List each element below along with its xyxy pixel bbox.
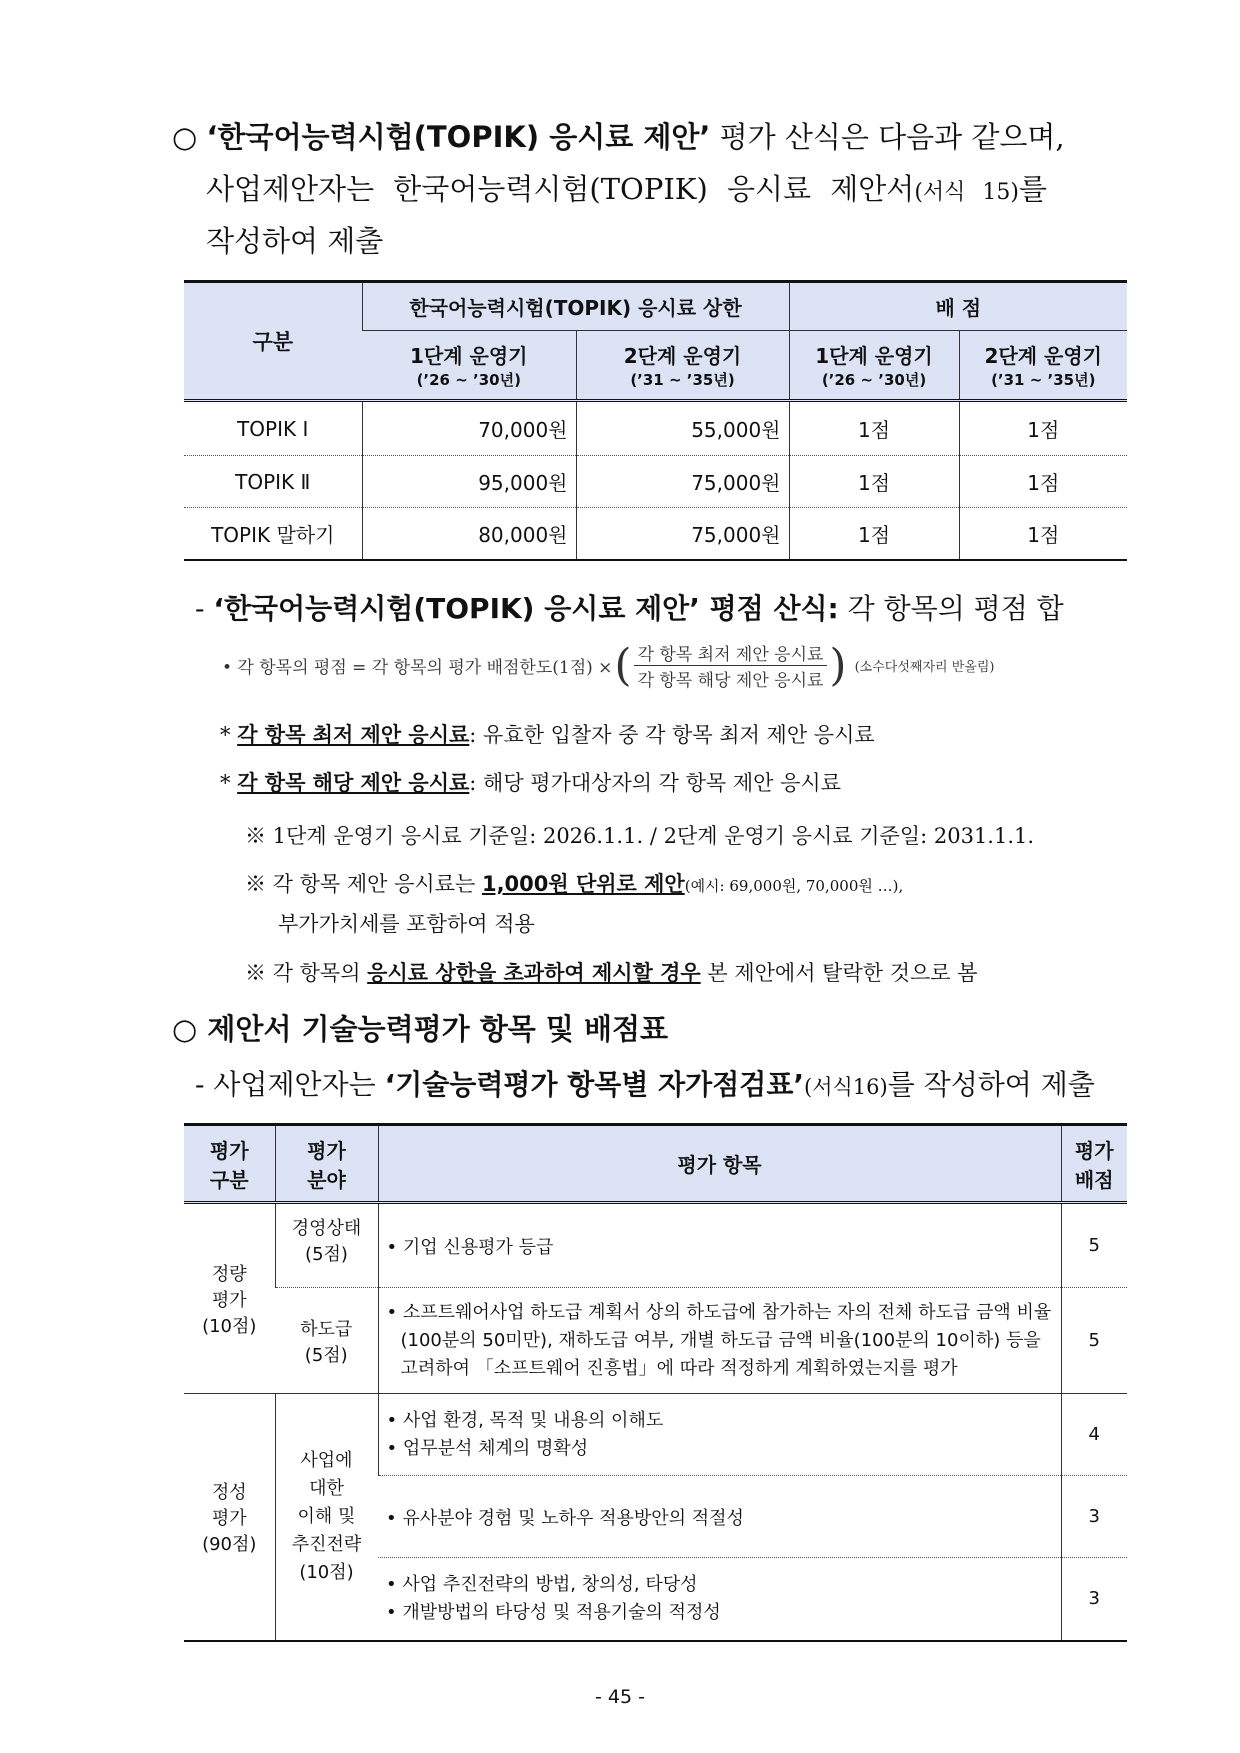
unit-note: ※ 각 항목 제안 응시료는 1,000원 단위로 제안(예시: 69,000원, 70,000원 …), xyxy=(245,872,904,896)
table-row xyxy=(184,1288,1127,1394)
score-stage1: 1점 xyxy=(789,508,959,560)
tech-eval-table xyxy=(184,1123,1127,1642)
row-name: TOPIK Ⅰ xyxy=(184,401,362,456)
header-field: 평가 분야 xyxy=(275,1125,378,1203)
header-score-stage2: 2단계 운영기 (’31 ~ ’35년) xyxy=(959,331,1127,401)
table-row xyxy=(184,1203,1127,1288)
fee-stage1: 80,000원 xyxy=(362,508,576,560)
eval-items: • 사업 환경, 목적 및 내용의 이해도 • 업무분석 체계의 명확성 xyxy=(378,1394,1061,1476)
eval-field: 사업에 대한 이해 및 추진전략 (10점) xyxy=(275,1394,378,1641)
header-fee-stage2: 2단계 운영기 (’31 ~ ’35년) xyxy=(576,331,789,401)
header-items: 평가 항목 xyxy=(378,1125,1061,1203)
header-score: 평가 배점 xyxy=(1061,1125,1127,1203)
header-score: 배 점 xyxy=(789,282,1127,331)
eval-score: 5 xyxy=(1061,1203,1127,1288)
eval-score: 3 xyxy=(1061,1558,1127,1641)
header-category: 구분 xyxy=(184,282,362,401)
row-name: TOPIK 말하기 xyxy=(211,522,335,547)
fee-cap-table xyxy=(184,280,1127,561)
eval-category: 정량 평가 (10점) xyxy=(184,1203,275,1394)
score-formula: • 각 항목의 평점 = 각 항목의 평가 배점한도(1점) × ( 각 항목 최저 제안 응시료 각 항목 해당 제안 응시료 ) (소수다섯째자리 반올림) xyxy=(222,640,995,691)
page-number: - 45 - xyxy=(595,1686,645,1708)
note-lowest-fee: * 각 항목 최저 제안 응시료: 유효한 입찰자 중 각 항목 최저 제안 응시료 xyxy=(220,723,875,747)
note-applicable-fee: * 각 항목 해당 제안 응시료: 해당 평가대상자의 각 항목 제안 응시료 xyxy=(220,771,841,795)
header-fee-cap: 한국어능력시험(TOPIK) 응시료 상한 xyxy=(362,282,789,331)
intro-line-3: 작성하여 제출 xyxy=(206,224,384,258)
formula-heading: - ‘한국어능력시험(TOPIK) 응시료 제안’ 평점 산식: 각 항목의 평점 합 xyxy=(195,592,1064,625)
eval-score: 5 xyxy=(1061,1288,1127,1394)
header-score-stage1: 1단계 운영기 (’26 ~ ’30년) xyxy=(789,331,959,401)
tech-section-sub: - 사업제안자는 ‘기술능력평가 항목별 자가점검표’(서식16)를 작성하여 제출 xyxy=(195,1068,1095,1101)
score-stage2: 1점 xyxy=(959,508,1127,560)
eval-category: 정성 평가 (90점) xyxy=(202,1481,257,1555)
intro-line-1: ○ ‘한국어능력시험(TOPIK) 응시료 제안’ 평가 산식은 다음과 같으며, xyxy=(172,120,1065,154)
score-stage1: 1점 xyxy=(789,456,959,508)
eval-items: • 사업 추진전략의 방법, 창의성, 타당성 • 개발방법의 타당성 및 적용기술의 적정성 xyxy=(386,1573,721,1623)
eval-score: 3 xyxy=(1061,1476,1127,1558)
eval-items: • 소프트웨어사업 하도급 계획서 상의 하도급에 참가하는 자의 전체 하도급 금액 비율(100분의 50미만), 재하도급 여부, 개별 하도급 금액 비율(100분의 10이하) 등을 고려하여 「소프트웨어 진흥법」에 따라 적정하게 계획하였는지를 평가 xyxy=(378,1288,1061,1394)
tech-section-title: ○ 제안서 기술능력평가 항목 및 배점표 xyxy=(172,1012,669,1046)
eval-items: • 유사분야 경험 및 노하우 적용방안의 적절성 xyxy=(378,1476,1061,1558)
score-stage2: 1점 xyxy=(959,456,1127,508)
reference-dates: ※ 1단계 운영기 응시료 기준일: 2026.1.1. / 2단계 운영기 응시료 기준일: 2031.1.1. xyxy=(245,824,1035,848)
table-row xyxy=(184,456,1127,508)
eval-score: 4 xyxy=(1061,1394,1127,1476)
score-stage1: 1점 xyxy=(789,401,959,456)
eval-field: 경영상태 (5점) xyxy=(275,1203,378,1288)
row-name: TOPIK Ⅱ xyxy=(184,456,362,508)
table-row xyxy=(184,1394,1127,1476)
table-row xyxy=(184,508,1127,560)
exceed-note: ※ 각 항목의 응시료 상한을 초과하여 제시할 경우 본 제안에서 탈락한 것으로 봄 xyxy=(245,961,978,985)
fee-stage2: 75,000원 xyxy=(576,508,789,560)
eval-field: 하도급 (5점) xyxy=(275,1288,378,1394)
fee-stage2: 75,000원 xyxy=(576,456,789,508)
eval-items: • 기업 신용평가 등급 xyxy=(378,1203,1061,1288)
header-category: 평가 구분 xyxy=(184,1125,275,1203)
fee-stage1: 70,000원 xyxy=(362,401,576,456)
fee-stage1: 95,000원 xyxy=(362,456,576,508)
unit-note-line2: 부가가치세를 포함하여 적용 xyxy=(278,912,535,936)
table-row xyxy=(184,401,1127,456)
header-fee-stage1: 1단계 운영기 (’26 ~ ’30년) xyxy=(362,331,576,401)
score-stage2: 1점 xyxy=(959,401,1127,456)
fee-stage2: 55,000원 xyxy=(576,401,789,456)
intro-line-2: 사업제안자는 한국어능력시험(TOPIK) 응시료 제안서(서식 15)를 xyxy=(206,172,1047,206)
